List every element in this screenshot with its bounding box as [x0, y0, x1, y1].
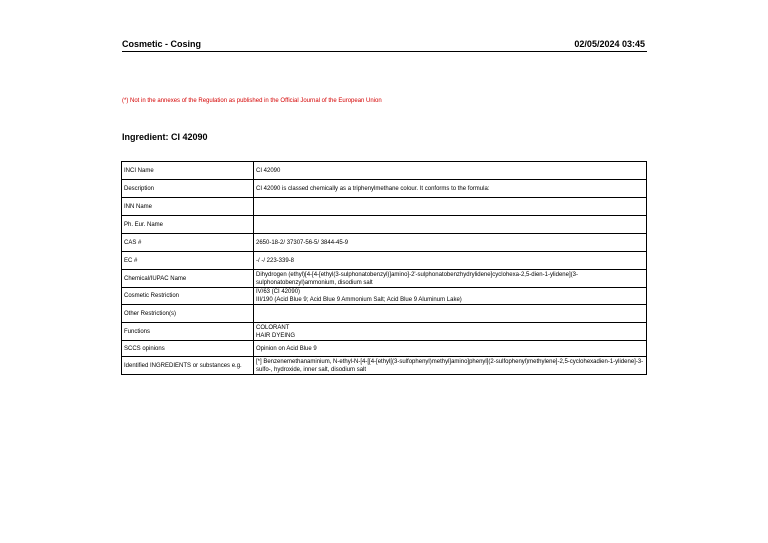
value-line: Dihydrogen (ethyl)[4-[4-[ethyl(3-sulphonatobenzyl)]amino]-2'-sulphonatobenzhydrylidene]cyclohexa-2,5-dien-1-ylidene](3-sulphonatobenzyl)ammonium, disodium salt	[256, 271, 578, 286]
row-label: Cosmetic Restriction	[122, 288, 254, 305]
table-row	[122, 162, 647, 180]
row-value	[254, 216, 647, 234]
document-datetime: 02/05/2024 03:45	[574, 39, 645, 49]
row-label: SCCS opinions	[122, 341, 254, 357]
table-row	[122, 305, 647, 323]
row-label: INCI Name	[122, 162, 254, 180]
page-header	[122, 38, 647, 52]
row-value	[254, 323, 647, 341]
table-row	[122, 270, 647, 288]
ingredient-heading: Ingredient: CI 42090	[122, 132, 208, 142]
row-value	[254, 341, 647, 357]
table-row	[122, 341, 647, 357]
value-line: 2650-18-2/ 37307-56-5/ 3844-45-9	[256, 239, 349, 246]
value-line: HAIR DYEING	[256, 332, 296, 339]
row-value	[254, 288, 647, 305]
ingredient-table	[121, 161, 647, 375]
row-label: INN Name	[122, 198, 254, 216]
row-value	[254, 305, 647, 323]
row-label: Other Restriction(s)	[122, 305, 254, 323]
document-title: Cosmetic - Cosing	[122, 39, 202, 49]
row-label: Functions	[122, 323, 254, 341]
table-row	[122, 234, 647, 252]
table-row	[122, 357, 647, 375]
row-value	[254, 357, 647, 375]
table-row	[122, 288, 647, 305]
table-row	[122, 323, 647, 341]
row-label: Identified INGREDIENTS or substances e.g.	[122, 357, 254, 375]
row-value	[254, 180, 647, 198]
row-value	[254, 162, 647, 180]
row-value	[254, 252, 647, 270]
row-label: CAS #	[122, 234, 254, 252]
row-value	[254, 270, 647, 288]
row-label: Ph. Eur. Name	[122, 216, 254, 234]
value-line: -/ -/ 223-339-8	[256, 257, 295, 264]
table-row	[122, 198, 647, 216]
value-line: Opinion on Acid Blue 9	[256, 345, 317, 352]
row-label: EC #	[122, 252, 254, 270]
annex-note: (*) Not in the annexes of the Regulation as published in the Official Journal of the European Union	[122, 98, 382, 104]
value-line: [*] Benzenemethanaminium, N-ethyl-N-[4-[[4-[ethyl[(3-sulfophenyl)methyl]amino]phenyl](2-sulfophenyl)methylene]-2,5-cyclohexadien-1-ylidene]-3-sulfo-, hydroxide, inner salt, disodium salt	[256, 358, 644, 373]
value-line: III/190 (Acid Blue 9; Acid Blue 9 Ammonium Salt; Acid Blue 9 Aluminum Lake)	[256, 297, 462, 303]
row-label: Chemical/IUPAC Name	[122, 270, 254, 288]
value-line: CI 42090	[256, 167, 281, 174]
value-line: IV/63 (CI 42090)	[256, 289, 301, 295]
row-label: Description	[122, 180, 254, 198]
table-row	[122, 180, 647, 198]
value-line: CI 42090 is classed chemically as a triphenylmethane colour. It conforms to the formula:	[256, 185, 490, 192]
value-line: COLORANT	[256, 324, 290, 331]
table-row	[122, 216, 647, 234]
row-value	[254, 234, 647, 252]
row-value	[254, 198, 647, 216]
table-row	[122, 252, 647, 270]
